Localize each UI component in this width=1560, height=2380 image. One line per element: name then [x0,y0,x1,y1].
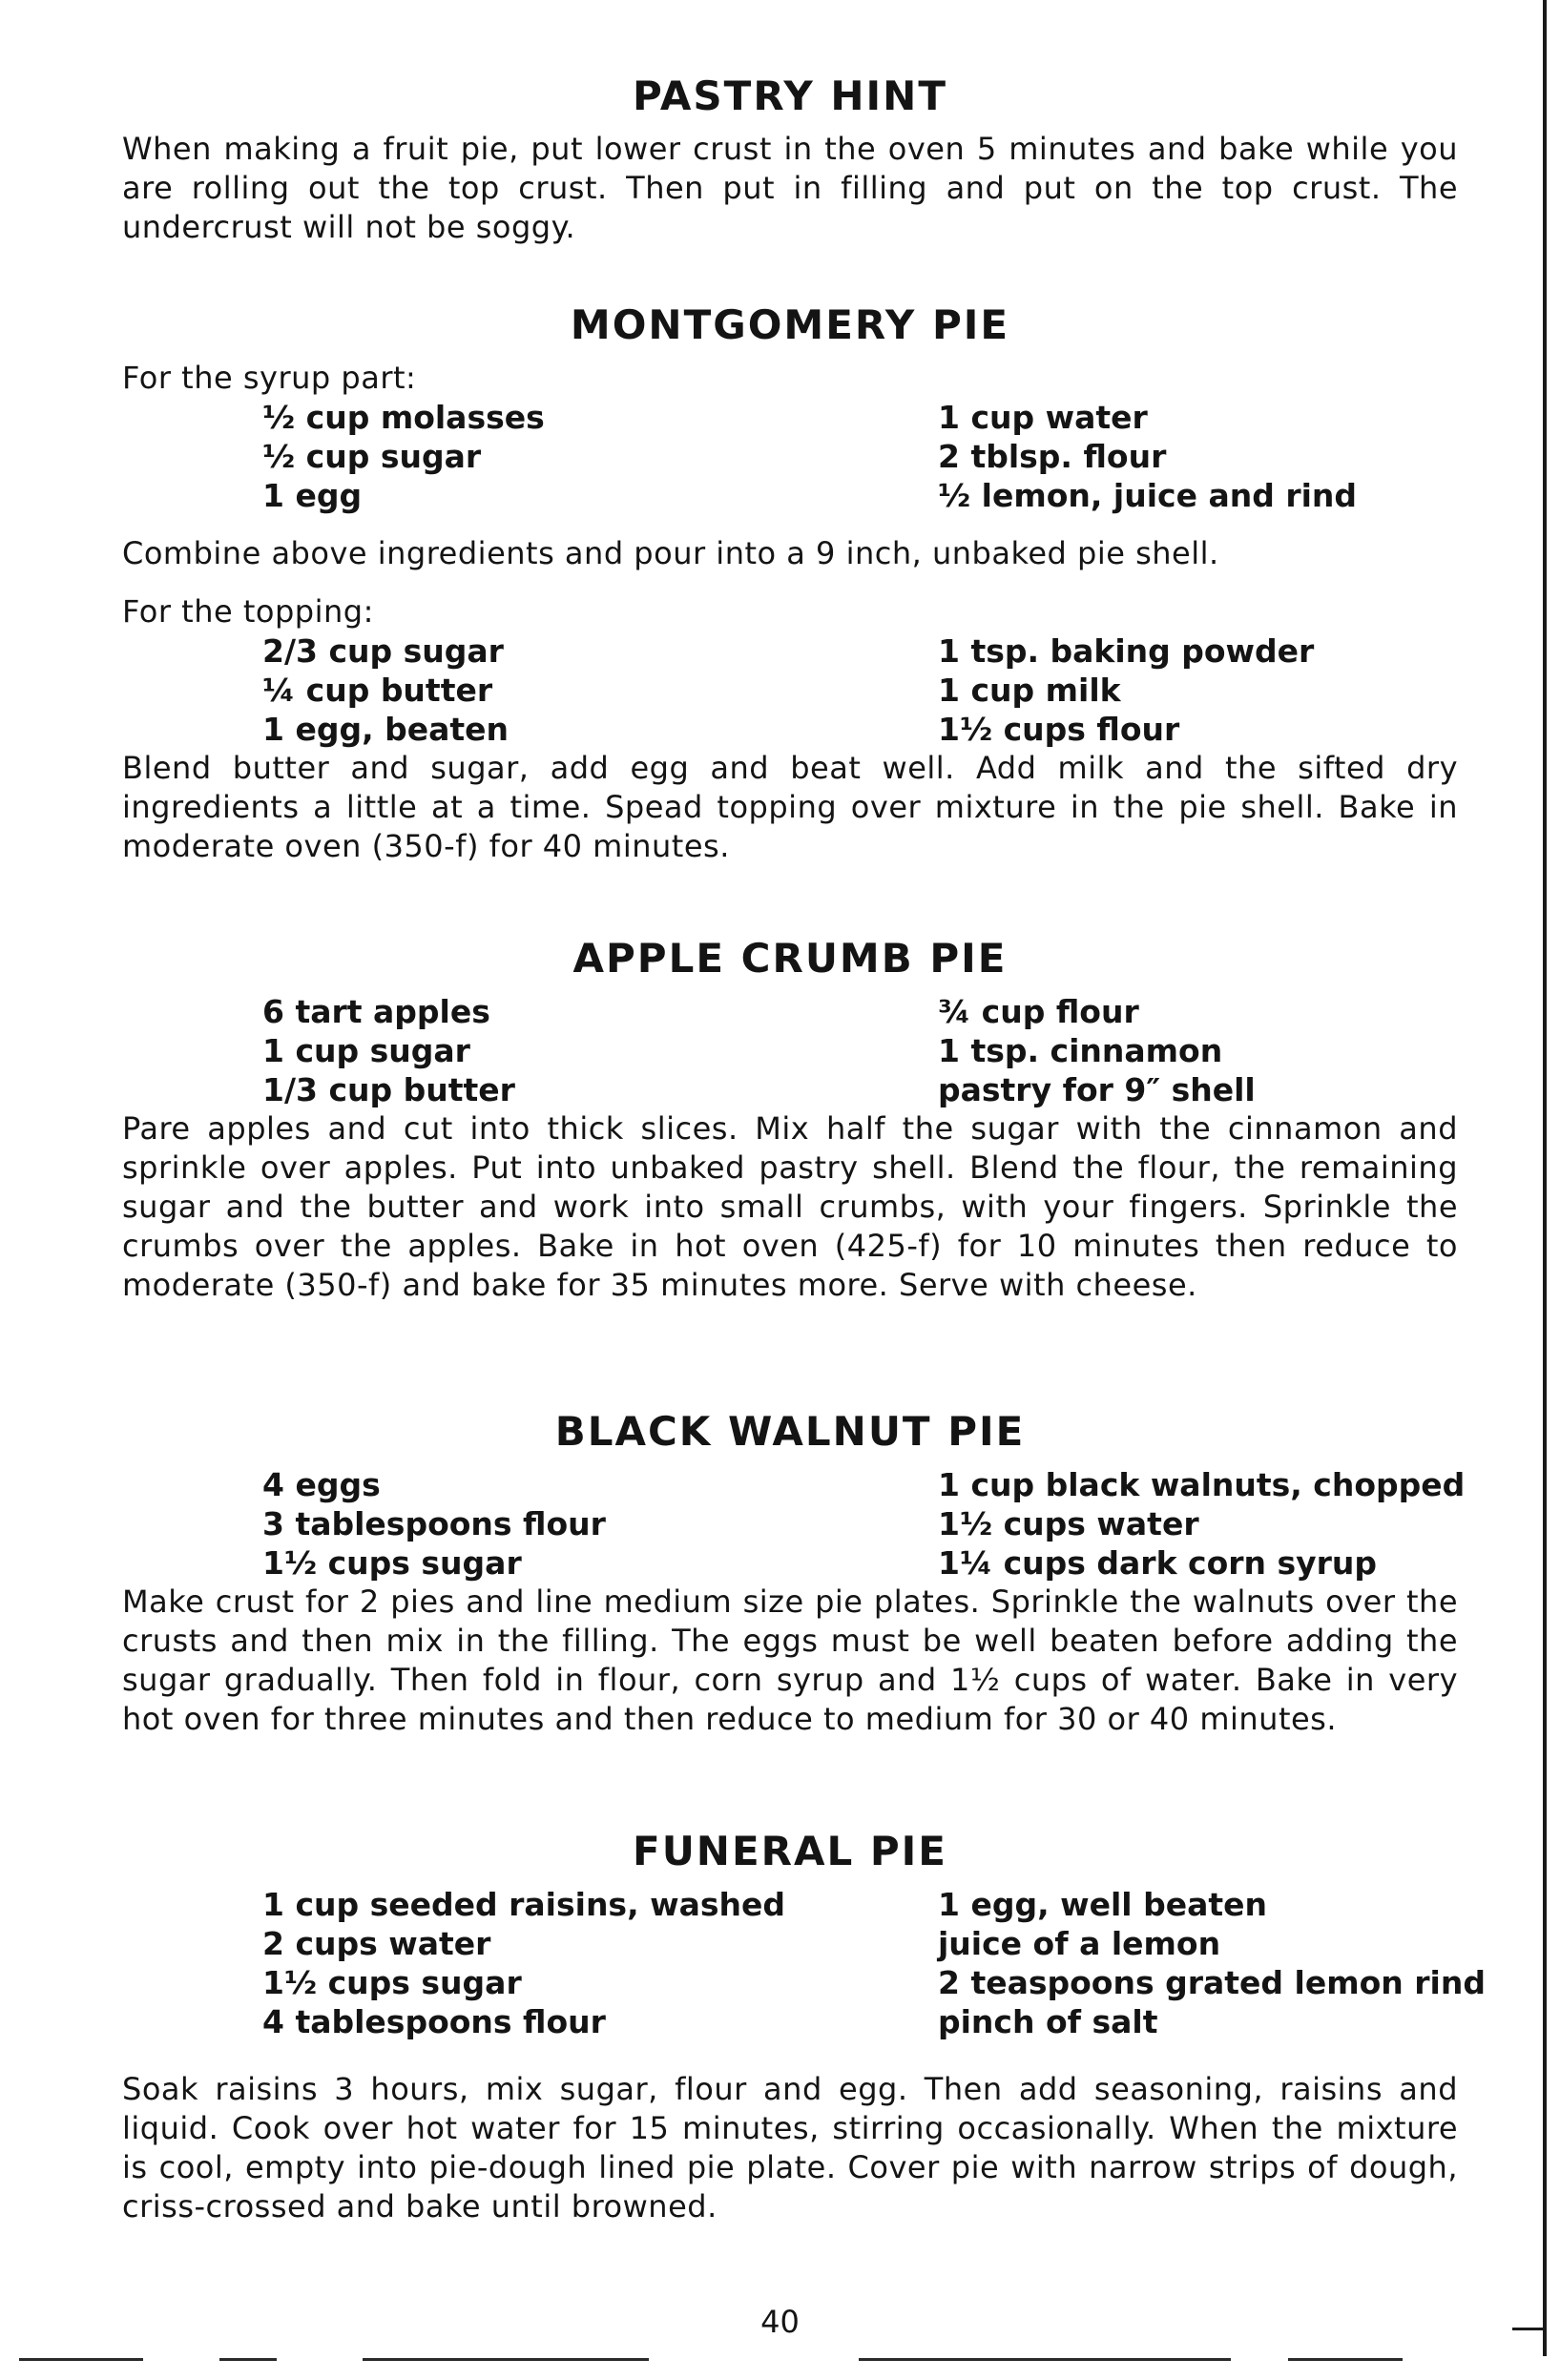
ingredient: ½ lemon, juice and rind [938,477,1358,515]
pastry-hint-text: When making a fruit pie, put lower crust in the oven 5 minutes and bake while you are rolling out the top crust. Then put in filling and put on the top crust. The undercrust will not be soggy. [122,131,1458,246]
ingredient: 1 egg, well beaten [938,1886,1268,1924]
bottom-scan-mark [1288,2358,1403,2361]
walnut-instructions: Make crust for 2 pies and line medium size pie plates. Sprinkle the walnuts over the crusts and then mix in the filling. The eggs must be well beaten before adding the sugar gradually. Then fold in flour, corn syrup and 1½ cups of water. Bake in very hot oven for three minutes and then reduce to medium for 30 or 40 minutes. [122,1583,1458,1738]
funeral-ingredients [262,1885,1486,2041]
ingredient: 6 tart apples [262,993,490,1031]
topping-intro: For the topping: [122,593,374,631]
ingredient: 1 cup milk [938,672,1121,710]
funeral-instructions: Soak raisins 3 hours, mix sugar, flour and egg. Then add seasoning, raisins and liquid. Cook over hot water for 15 minutes, stirring occasionally. When the mixture is cool, empty into pie-dough lined pie plate. Cover pie with narrow strips of dough, criss-crossed and bake until browned. [122,2071,1458,2225]
ingredient: 1½ cups sugar [262,1544,522,1583]
ingredient: 1 tsp. baking powder [938,632,1315,671]
ingredient: 1 egg [262,477,363,515]
montgomery-pie-section [122,303,1458,866]
bottom-scan-mark [363,2358,649,2361]
ingredient: 1 tsp. cinnamon [938,1032,1223,1070]
ingredient: ¼ cup butter [262,672,493,710]
funeral-pie-title: FUNERAL PIE [633,1828,947,1874]
bottom-scan-mark [19,2358,143,2361]
pastry-hint-section [122,74,1458,247]
ingredient: 1 cup seeded raisins, washed [262,1886,785,1924]
ingredient: ¾ cup flour [938,993,1139,1031]
ingredient: 2 tblsp. flour [938,438,1167,476]
ingredient: juice of a lemon [938,1925,1221,1963]
walnut-ingredients [262,1465,1466,1583]
ingredient: 1 cup sugar [262,1032,470,1070]
ingredient: ½ cup molasses [262,399,545,437]
ingredient: 2 cups water [262,1925,491,1963]
topping-instructions: Blend butter and sugar, add egg and beat well. Add milk and the sifted dry ingredients a little at a time. Spead topping over mixture in the pie shell. Bake in moderate oven (350-f) for 40 minutes. [122,750,1458,865]
pastry-hint-title: PASTRY HINT [633,72,947,119]
ingredient: ½ cup sugar [262,438,482,476]
ingredient: 4 tablespoons flour [262,2003,606,2041]
ingredient: 1¼ cups dark corn syrup [938,1544,1378,1583]
syrup-intro: For the syrup part: [122,360,417,397]
apple-crumb-pie-section [122,937,1458,1305]
ingredient: 1½ cups water [938,1505,1199,1543]
ingredient: 1½ cups flour [938,711,1180,749]
apple-ingredients [262,992,1458,1109]
ingredient: 1 cup black walnuts, chopped [938,1466,1466,1504]
black-walnut-pie-title: BLACK WALNUT PIE [554,1408,1026,1455]
ingredient: 1½ cups sugar [262,1964,522,2002]
apple-crumb-pie-title: APPLE CRUMB PIE [572,935,1008,982]
ingredient: 4 eggs [262,1466,381,1504]
ingredient: 1 egg, beaten [262,711,510,749]
ingredient: pastry for 9″ shell [938,1071,1256,1109]
syrup-ingredients [262,398,1458,515]
ingredient: 1/3 cup butter [262,1071,515,1109]
ingredient: 3 tablespoons flour [262,1505,606,1543]
page-number: 40 [760,2304,800,2340]
syrup-instructions: Combine above ingredients and pour into a 9 inch, unbaked pie shell. [122,535,1219,572]
ingredient: pinch of salt [938,2003,1158,2041]
ingredient: 2/3 cup sugar [262,632,504,671]
ingredient: 1 cup water [938,399,1148,437]
black-walnut-pie-section [122,1408,1466,1739]
montgomery-pie-title: MONTGOMERY PIE [570,301,1010,348]
ingredient: 2 teaspoons grated lemon rind [938,1964,1486,2002]
apple-instructions: Pare apples and cut into thick slices. Mix half the sugar with the cinnamon and sprinkle over apples. Put into unbaked pastry shell. Blend the flour, the remaining sugar and the butter and work into small crumbs, with your fingers. Sprinkle the crumbs over the apples. Bake in hot oven (425-f) for 10 minutes then reduce to moderate (350-f) and bake for 35 minutes more. Serve with cheese. [122,1110,1458,1304]
bottom-scan-mark [859,2358,1231,2361]
bottom-scan-mark [219,2358,277,2361]
funeral-pie-section [122,1828,1486,2226]
topping-ingredients [262,631,1458,749]
